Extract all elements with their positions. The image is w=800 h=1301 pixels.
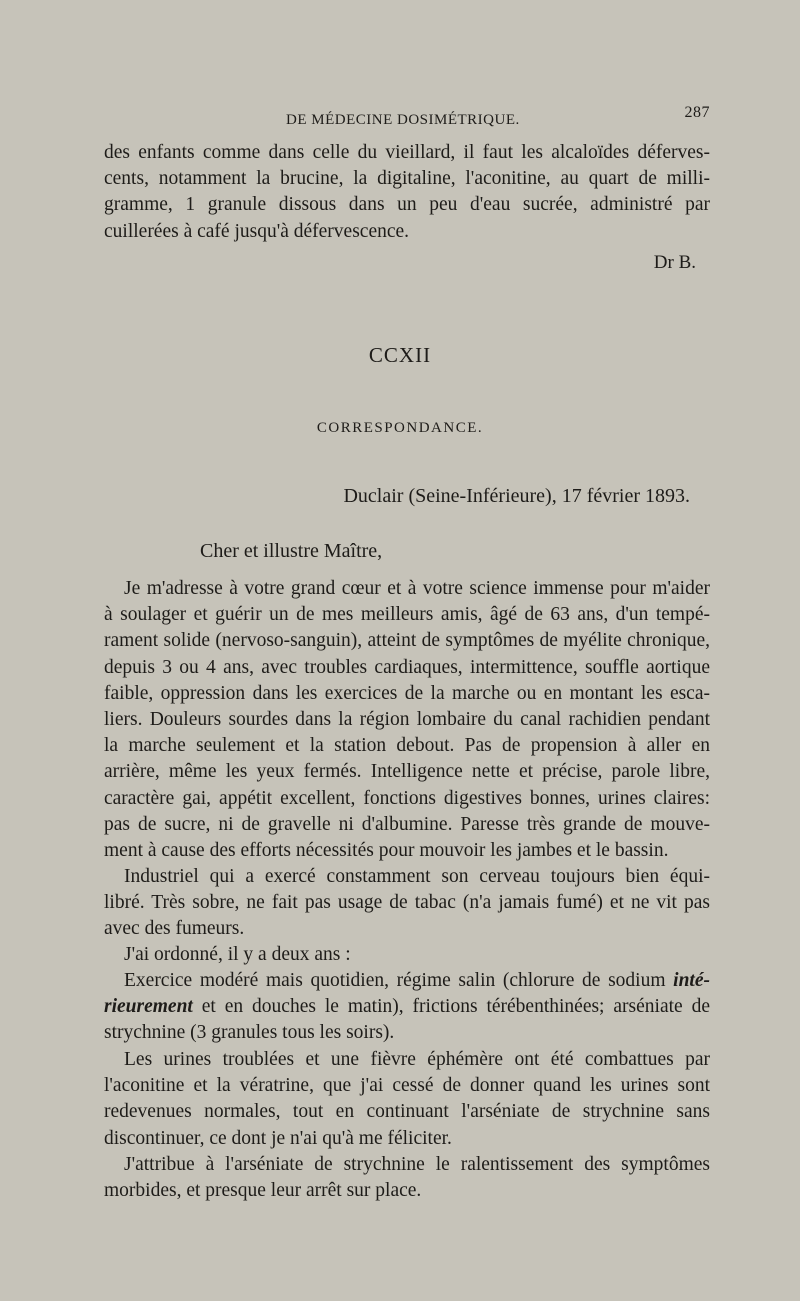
text-line: des enfants comme dans celle du vieillard, il faut les alcaloïdes déferves- xyxy=(104,142,710,163)
page-number: 287 xyxy=(684,104,710,121)
emphasized-text: inté- xyxy=(673,970,710,991)
letter-paragraph-3 xyxy=(104,942,710,968)
text-line: cents, notamment la brucine, la digitaline, l'aconitine, au quart de milli- xyxy=(104,168,710,190)
letter-paragraph-4 xyxy=(104,968,710,1047)
text-line: depuis 3 ou 4 ans, avec troubles cardiaques, intermittence, souffle aortique xyxy=(104,656,710,678)
text-line: caractère gai, appétit excellent, fonctions digestives bonnes, urines claires: xyxy=(104,787,710,809)
text-line: J'ai ordonné, il y a deux ans : xyxy=(124,944,351,965)
text-run: et en douches le matin), frictions térébenthinées; arséniate de xyxy=(192,996,710,1018)
text-line: rament solide (nervoso-sanguin), atteint de symptômes de myélite chronique, xyxy=(104,630,710,652)
page-header xyxy=(104,104,710,134)
text-line: la marche seulement et la station debout. Pas de propension à aller en xyxy=(104,735,710,757)
text-line xyxy=(104,994,710,1020)
text-line: ment à cause des efforts nécessités pour mouvoir les jambes et le bassin. xyxy=(104,839,669,861)
text-line: redevenues normales, tout en continuant l'arséniate de strychnine sans xyxy=(104,1101,710,1123)
running-head: DE MÉDECINE DOSIMÉTRIQUE. xyxy=(286,112,520,128)
salutation: Cher et illustre Maître, xyxy=(200,540,383,562)
text-line: arrière, même les yeux fermés. Intelligence nette et précise, parole libre, xyxy=(104,761,710,783)
text-line: faible, oppression dans les exercices de la marche ou en montant les esca- xyxy=(104,682,710,704)
text-line: pas de sucre, ni de gravelle ni d'albumine. Paresse très grande de mouve- xyxy=(104,813,710,835)
section-title: CORRESPONDANCE. xyxy=(316,420,484,436)
text-line: l'aconitine et la vératrine, que j'ai cessé de donner quand les urines sont xyxy=(104,1075,710,1097)
text-line: à soulager et guérir un de mes meilleurs amis, âgé de 63 ans, d'un tempé- xyxy=(104,604,710,626)
letter-paragraph-6 xyxy=(104,1152,710,1204)
text-line: liers. Douleurs sourdes dans la région lombaire du canal rachidien pendant xyxy=(104,708,710,730)
text-line: Industriel qui a exercé constamment son cerveau toujours bien équi- xyxy=(124,866,710,887)
text-line: strychnine (3 granules tous les soirs). xyxy=(104,1022,395,1044)
section-number: CCXII xyxy=(368,343,432,367)
text-run: Exercice modéré mais quotidien, régime salin (chlorure de sodium xyxy=(124,970,674,991)
text-line: libré. Très sobre, ne fait pas usage de tabac (n'a jamais fumé) et ne vit pas xyxy=(104,892,710,914)
dateline: Duclair (Seine-Inférieure), 17 février 1893. xyxy=(343,485,690,507)
letter-paragraph-1 xyxy=(104,576,710,864)
opening-paragraph xyxy=(104,140,710,245)
text-line: Les urines troublées et une fièvre éphémère ont été combattues par xyxy=(124,1049,710,1070)
letter-paragraph-2 xyxy=(104,864,710,943)
text-line: avec des fumeurs. xyxy=(104,918,245,940)
text-line: gramme, 1 granule dissous dans un peu d'eau sucrée, administré par xyxy=(104,194,710,216)
text-line: morbides, et presque leur arrêt sur place. xyxy=(104,1180,422,1202)
text-line: J'attribue à l'arséniate de strychnine le ralentissement des symptômes xyxy=(124,1154,710,1175)
text-line xyxy=(104,968,710,994)
text-line: discontinuer, ce dont je n'ai qu'à me féliciter. xyxy=(104,1127,452,1149)
signature: Dr B. xyxy=(653,252,696,273)
emphasized-text: rieurement xyxy=(104,996,193,1018)
text-line: cuillerées à café jusqu'à défervescence. xyxy=(104,220,410,242)
letter-paragraph-5 xyxy=(104,1047,710,1152)
text-line: Je m'adresse à votre grand cœur et à votre science immense pour m'aider xyxy=(124,578,710,599)
